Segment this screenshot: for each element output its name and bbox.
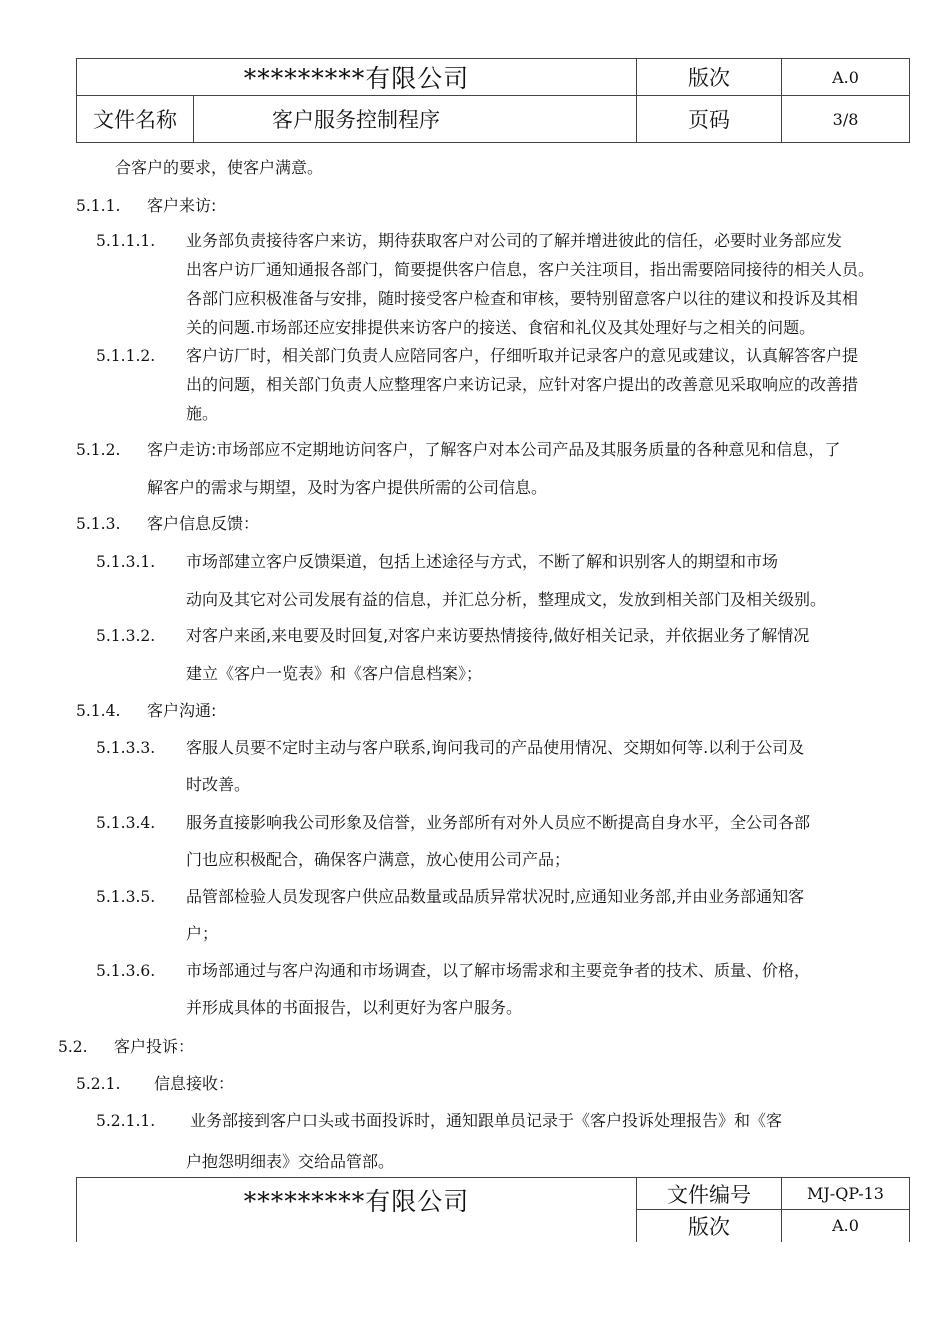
body-line: 并形成具体的书面报告，以利更好为客户服务。: [186, 998, 523, 1017]
version-label: 版次: [637, 59, 782, 96]
body-line: 客户走访:市场部应不定期地访问客户，了解客户对本公司产品及其服务质量的各种意见和信息，了: [147, 440, 841, 459]
section-number: 5.2.1.: [76, 1075, 121, 1093]
section-heading: 客户沟通:: [147, 701, 217, 720]
body-line: 客服人员要不定时主动与客户联系,询问我司的产品使用情况、交期如何等.以利于公司及: [186, 738, 805, 757]
section-heading: 客户投诉：: [114, 1037, 195, 1056]
section-number: 5.1.3.6.: [96, 962, 156, 980]
body-line: 业务部负责接待客户来访，期待获取客户对公司的了解并增进彼此的信任，必要时业务部应发: [186, 231, 843, 250]
section-number: 5.1.3.: [76, 515, 121, 533]
section-number: 5.1.3.4.: [96, 814, 156, 832]
footer-version-value: A.0: [782, 1210, 910, 1242]
body-line: 建立《客户一览表》和《客户信息档案》；: [186, 664, 483, 683]
body-line: 品管部检验人员发现客户供应品数量或品质异常状况时,应通知业务部,并由业务部通知客: [186, 887, 805, 906]
filename-label: 文件名称: [77, 96, 194, 143]
body-line: 市场部通过与客户沟通和市场调查，以了解市场需求和主要竞争者的技术、质量、价格，: [186, 961, 811, 980]
section-number: 5.1.1.: [76, 197, 121, 215]
section-heading: 客户信息反馈：: [147, 514, 260, 533]
docno-label: 文件编号: [637, 1178, 782, 1210]
page-number: 3/8: [782, 96, 910, 143]
section-number: 5.1.1.2.: [96, 347, 156, 365]
body-line: 关的问题.市场部还应安排提供来访客户的接送、食宿和礼仪及其处理好与之相关的问题。: [186, 318, 816, 337]
body-line: 户抱怨明细表》交给品管部。: [186, 1152, 395, 1171]
section-number: 5.2.1.1.: [96, 1112, 156, 1130]
body-line: 户；: [186, 924, 219, 943]
company-name: *********有限公司: [77, 59, 637, 96]
section-number: 5.1.4.: [76, 702, 121, 720]
body-line: 对客户来函,来电要及时回复,对客户来访要热情接待,做好相关记录，并依据业务了解情况: [186, 626, 810, 645]
footer-company-name: *********有限公司: [77, 1178, 637, 1242]
header-table: [76, 58, 910, 143]
section-heading: 客户来访:: [147, 196, 217, 215]
body-line: 出的问题，相关部门负责人应整理客户来访记录，应针对客户提出的改善意见采取响应的改善措: [186, 375, 859, 394]
body-line: 各部门应积极准备与安排，随时接受客户检查和审核，要特别留意客户以往的建议和投诉及其相: [186, 289, 859, 308]
body-line: 施。: [186, 404, 219, 423]
body-line: 动向及其它对公司发展有益的信息，并汇总分析，整理成文，发放到相关部门及相关级别。: [186, 590, 827, 609]
section-number: 5.1.3.3.: [96, 739, 156, 757]
body-line: 解客户的需求与期望，及时为客户提供所需的公司信息。: [147, 478, 548, 497]
section-number: 5.1.2.: [76, 441, 121, 459]
section-number: 5.1.3.5.: [96, 888, 156, 906]
page-label: 页码: [637, 96, 782, 143]
body-line: 业务部接到客户口头或书面投诉时，通知跟单员记录于《客户投诉处理报告》和《客: [190, 1111, 783, 1130]
section-number: 5.1.3.1.: [96, 553, 156, 571]
section-number: 5.1.1.1.: [96, 232, 156, 250]
document-title: 客户服务控制程序: [194, 96, 637, 143]
version-value: A.0: [782, 59, 910, 96]
body-line: 服务直接影响我公司形象及信誉，业务部所有对外人员应不断提高自身水平，全公司各部: [186, 813, 811, 832]
footer-version-label: 版次: [637, 1210, 782, 1242]
body-line: 门也应积极配合，确保客户满意，放心使用公司产品；: [186, 850, 571, 869]
body-line: 出客户访厂通知通报各部门，简要提供客户信息，客户关注项目，指出需要陪同接待的相关人员。: [186, 260, 875, 279]
body-line: 客户访厂时，相关部门负责人应陪同客户，仔细听取并记录客户的意见或建议，认真解答客户提: [186, 346, 859, 365]
body-line: 市场部建立客户反馈渠道，包括上述途径与方式，不断了解和识别客人的期望和市场: [186, 552, 779, 571]
section-heading: 信息接收：: [154, 1074, 235, 1093]
section-number: 5.2.: [58, 1038, 88, 1056]
section-number: 5.1.3.2.: [96, 627, 156, 645]
body-line: 时改善。: [186, 775, 251, 794]
body-line: 合客户的要求，使客户满意。: [115, 158, 324, 177]
footer-table: [76, 1177, 910, 1242]
docno-value: MJ-QP-13: [782, 1178, 910, 1210]
